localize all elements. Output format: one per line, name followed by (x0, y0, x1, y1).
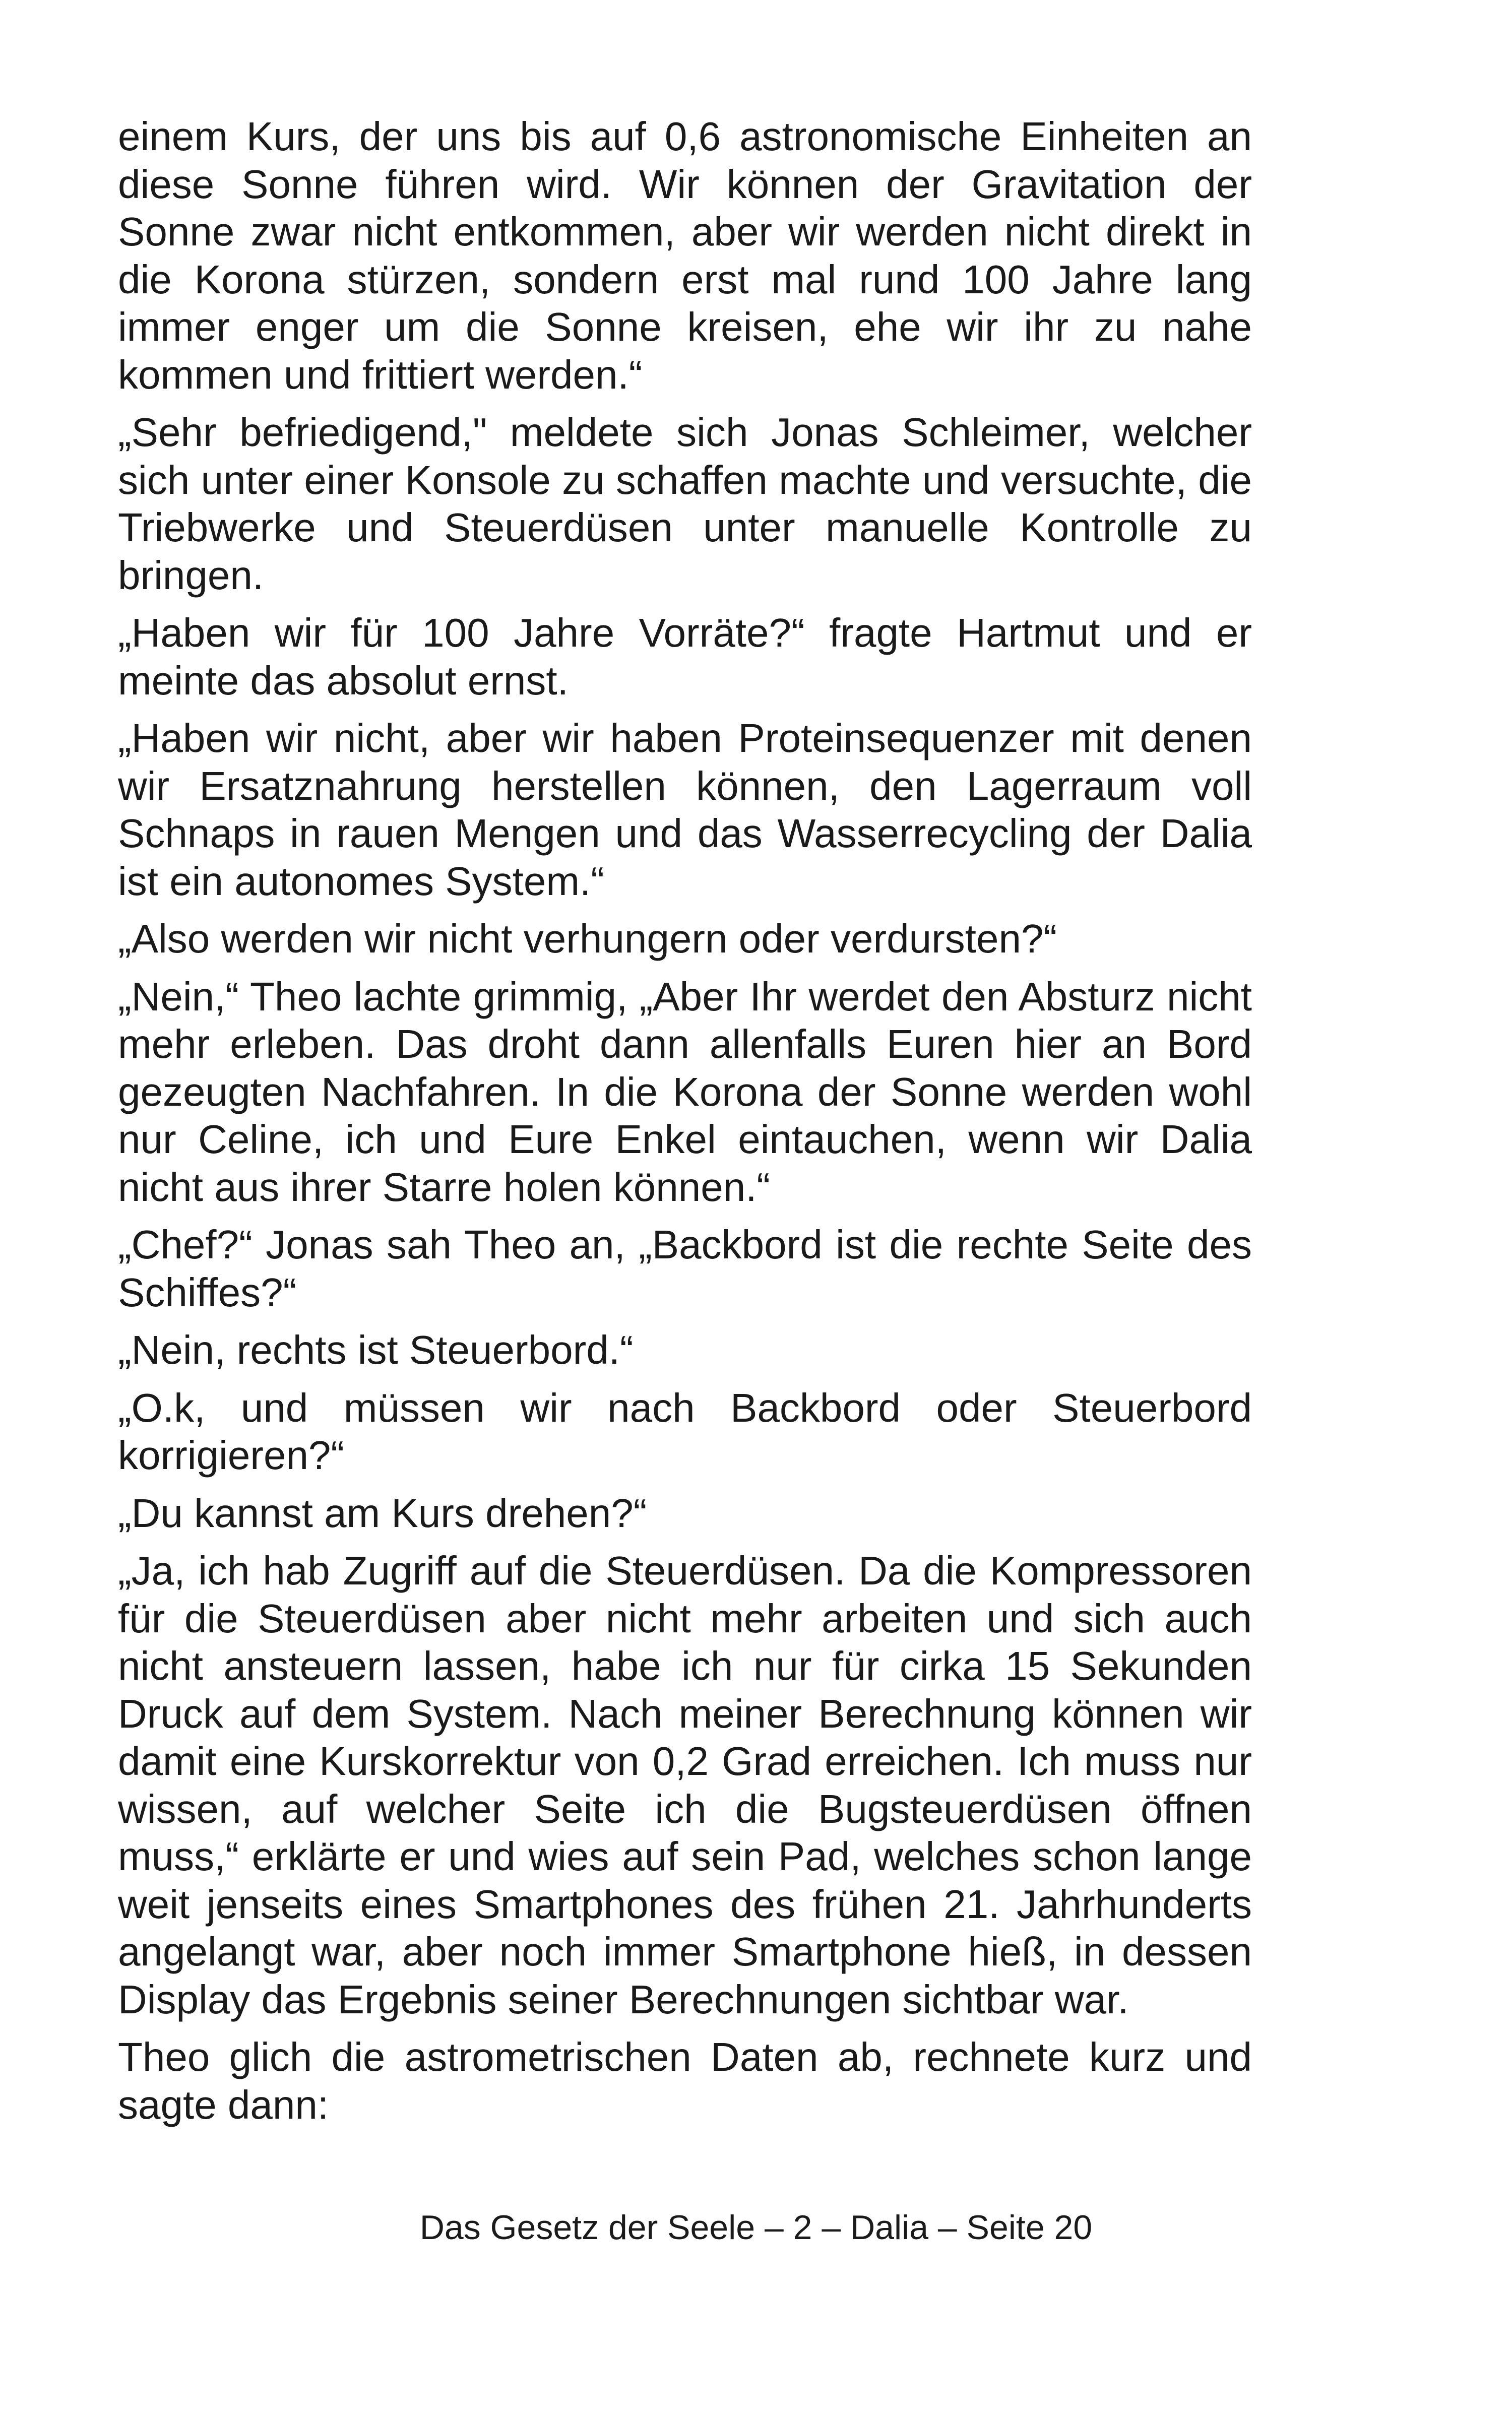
paragraph-12: Theo glich die astrometrischen Daten ab, rechnete kurz und sagte dann: (118, 2034, 1252, 2127)
paragraph-11: „Ja, ich hab Zugriff auf die Steuerdüsen. Da die Kompressoren für die Steuerdüsen aber nicht mehr arbeiten und sich auch nicht ansteuern lassen, habe ich nur für cirka 15 Sekunden Druck auf dem System. Nach meiner Berechnung können wir damit eine Kurskorrektur von 0,2 Grad erreichen. Ich muss nur wissen, auf welcher Seite ich die Bugsteuerdüsen öffnen muss,“ erklärte er und wies auf sein Pad, welches schon lange weit jenseits eines Smartphones des frühen 21. Jahrhunderts angelangt war, aber noch immer Smartphone hieß, in dessen Display das Ergebnis seiner Berechnungen sichtbar war. (118, 1548, 1252, 2022)
page-body (118, 113, 1252, 2139)
paragraph-8: „Nein, rechts ist Steuerbord.“ (118, 1327, 634, 1372)
paragraph-6: „Nein,“ Theo lachte grimmig, „Aber Ihr werdet den Absturz nicht mehr erleben. Das droht dann allenfalls Euren hier an Bord gezeugten Nachfahren. In die Korona der Sonne werden wohl nur Celine, ich und Eure Enkel eintauchen, wenn wir Dalia nicht aus ihrer Starre holen können.“ (118, 974, 1252, 1210)
paragraph-1: einem Kurs, der uns bis auf 0,6 astronomische Einheiten an diese Sonne führen wird. Wir können der Gravitation der Sonne zwar nicht entkommen, aber wir werden nicht direkt in die Korona stürzen, sondern erst mal rund 100 Jahre lang immer enger um die Sonne kreisen, ehe wir ihr zu nahe kommen und frittiert werden.“ (118, 114, 1252, 397)
paragraph-10: „Du kannst am Kurs drehen?“ (118, 1490, 647, 1536)
paragraph-4: „Haben wir nicht, aber wir haben Proteinsequenzer mit denen wir Ersatznahrung herstellen können, den Lagerraum voll Schnaps in rauen Mengen und das Wasserrecycling der Dalia ist ein autonomes System.“ (118, 716, 1252, 904)
page-footer: Das Gesetz der Seele – 2 – Dalia – Seite 20 (419, 2208, 1093, 2247)
paragraph-9: „O.k, und müssen wir nach Backbord oder Steuerbord korrigieren?“ (118, 1385, 1252, 1478)
paragraph-5: „Also werden wir nicht verhungern oder verdursten?“ (118, 916, 1057, 961)
paragraph-3: „Haben wir für 100 Jahre Vorräte?“ fragte Hartmut und er meinte das absolut ernst. (118, 610, 1252, 703)
paragraph-7: „Chef?“ Jonas sah Theo an, „Backbord ist die rechte Seite des Schiffes?“ (118, 1222, 1252, 1315)
paragraph-2: „Sehr befriedigend," meldete sich Jonas Schleimer, welcher sich unter einer Konsole zu schaffen machte und versuchte, die Triebwerke und Steuerdüsen unter manuelle Kontrolle zu bringen. (118, 410, 1252, 598)
